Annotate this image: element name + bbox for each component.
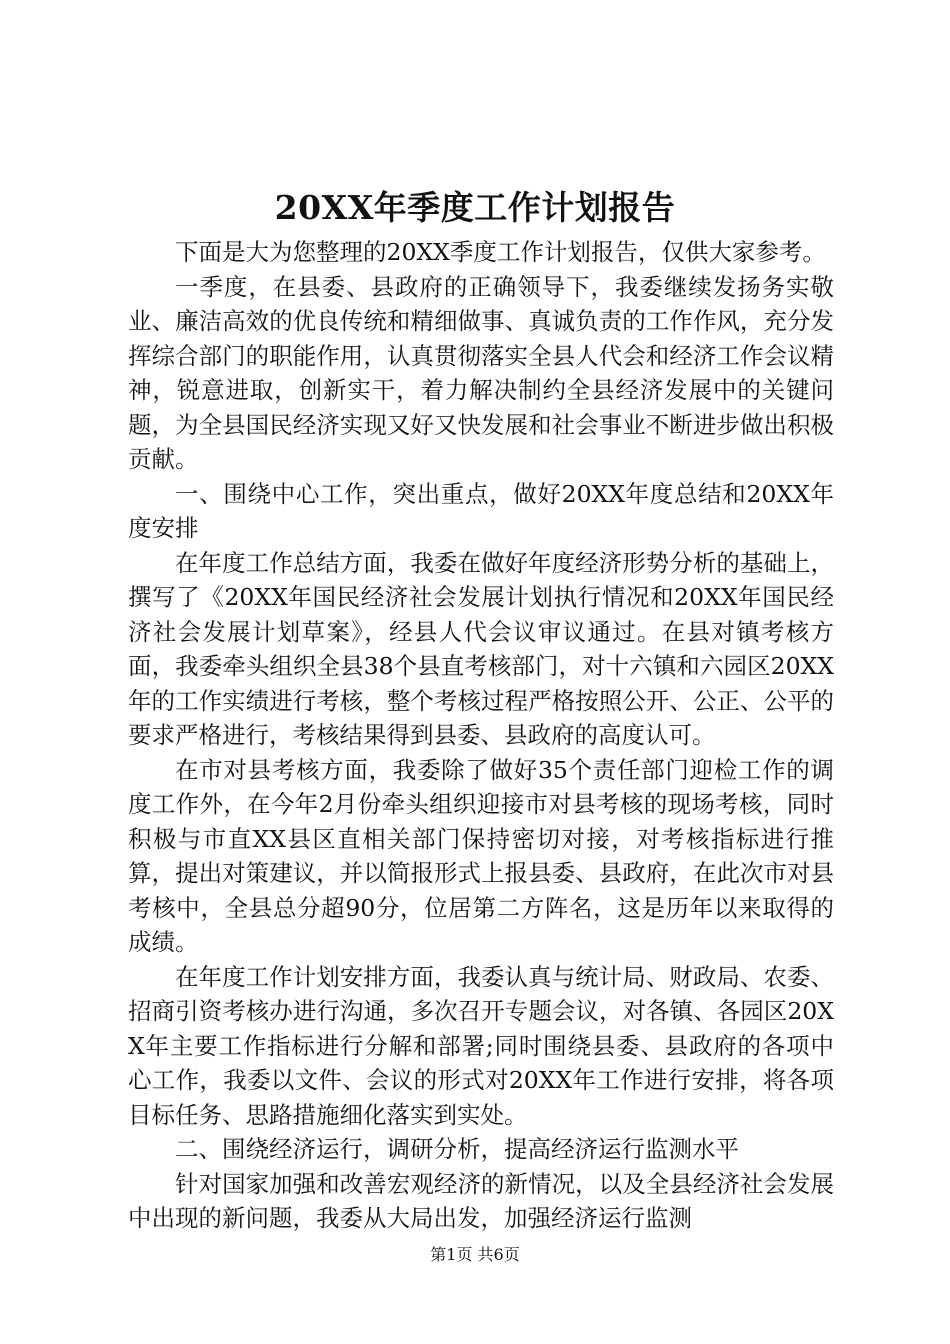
body-paragraph: 在年度工作计划安排方面，我委认真与统计局、财政局、农委、招商引资考核办进行沟通，多次召开专题会议，对各镇、各园区20XX年主要工作指标进行分解和部署;同时围绕县委、县政府的各项中心工作，我委以文件、会议的形式对20XX年工作进行安排，将各项目标任务、思路措施细化落实到实处。 (128, 962, 834, 1129)
body-paragraph: 在市对县考核方面，我委除了做好35个责任部门迎检工作的调度工作外，在今年2月份牵头组织迎接市对县考核的现场考核，同时积极与市直XX县区直相关部门保持密切对接，对考核指标进行推算，提出对策建议，并以简报形式上报县委、县政府，在此次市对县考核中，全县总分超90分，位居第二方阵名，这是历年以来取得的成绩。 (128, 755, 834, 956)
page-footer: 第1页 共6页 (430, 1245, 520, 1264)
document-title: 20XX年季度工作计划报告 (274, 188, 676, 227)
section-heading-2: 二、围绕经济运行，调研分析，提高经济运行监测水平 (175, 1135, 739, 1163)
section-heading-1: 一、围绕中心工作，突出重点，做好20XX年度总结和20XX年度安排 (128, 479, 834, 542)
body-paragraph: 在年度工作总结方面，我委在做好年度经济形势分析的基础上，撰写了《20XX年国民经济社会发展计划执行情况和20XX年国民经济社会发展计划草案》，经县人代会议审议通过。在县对镇考核方面，我委牵头组织全县38个县直考核部门，对十六镇和六园区20XX年的工作实绩进行考核，整个考核过程严格按照公开、公正、公平的要求严格进行，考核结果得到县委、县政府的高度认可。 (128, 548, 834, 749)
document-body (128, 235, 834, 1236)
intro-paragraph: 下面是大为您整理的20XX季度工作计划报告，仅供大家参考。 (175, 238, 826, 266)
body-paragraph: 针对国家加强和改善宏观经济的新情况，以及全县经济社会发展中出现的新问题，我委从大局出发，加强经济运行监测 (128, 1169, 834, 1232)
overview-paragraph: 一季度，在县委、县政府的正确领导下，我委继续发扬务实敬业、廉洁高效的优良传统和精细做事、真诚负责的工作作风，充分发挥综合部门的职能作用，认真贯彻落实全县人代会和经济工作会议精神，锐意进取，创新实干，着力解决制约全县经济发展中的关键问题，为全县国民经济实现又好又快发展和社会事业不断进步做出积极贡献。 (128, 272, 834, 473)
